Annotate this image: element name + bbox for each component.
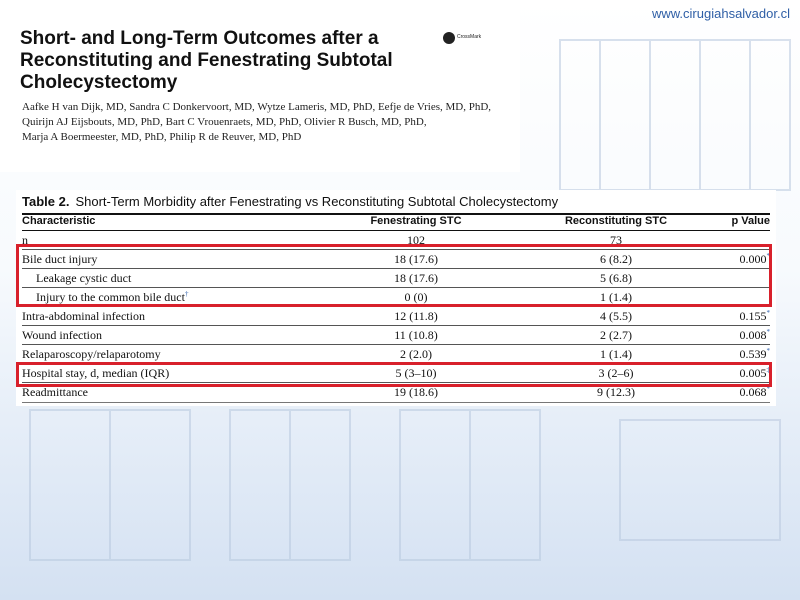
footnote-marker: * — [766, 328, 770, 336]
cell-characteristic-text: Readmittance — [22, 385, 88, 399]
cell-characteristic-text: Bile duct injury — [22, 252, 98, 266]
paper-header — [0, 0, 520, 172]
footnote-marker: * — [766, 347, 770, 355]
cell-p-value — [740, 385, 771, 400]
footnote-marker: * — [766, 252, 770, 260]
cell-reconstituting: 1 (1.4) — [600, 347, 632, 361]
crossmark-logo — [443, 31, 482, 45]
cell-fenestrating: 12 (11.8) — [394, 309, 438, 323]
cell-reconstituting: 6 (8.2) — [600, 252, 632, 266]
cell-fenestrating: 11 (10.8) — [394, 328, 438, 342]
crossmark-icon — [443, 32, 455, 44]
table-caption — [22, 194, 772, 209]
table-label: Table 2. — [22, 194, 70, 209]
cell-fenestrating: 18 (17.6) — [394, 271, 438, 285]
title-line: Cholecystectomy — [20, 72, 178, 93]
cell-fenestrating: 19 (18.6) — [394, 385, 438, 399]
table-bottom-rule — [22, 402, 770, 403]
cell-p-value-text: 0.155 — [739, 309, 767, 323]
footnote-marker: * — [766, 385, 770, 393]
cell-fenestrating: 0 (0) — [404, 290, 428, 304]
title-line: Short- and Long-Term Outcomes after a — [20, 28, 379, 49]
cell-reconstituting: 1 (1.4) — [600, 290, 632, 304]
table-caption-text: Short-Term Morbidity after Fenestrating vs Reconstituting Subtotal Cholecystectomy — [75, 194, 559, 209]
cell-reconstituting: 73 — [610, 233, 622, 247]
cell-fenestrating: 18 (17.6) — [394, 252, 438, 266]
crossmark-label: CrossMark — [457, 34, 482, 40]
cell-p-value — [740, 347, 771, 362]
cell-fenestrating: 102 — [407, 233, 425, 247]
cell-reconstituting: 4 (5.5) — [600, 309, 632, 323]
paper-title — [20, 28, 440, 94]
cell-characteristic — [22, 347, 161, 362]
cell-fenestrating: 2 (2.0) — [400, 347, 432, 361]
table-row — [22, 307, 770, 326]
author-line: Quirijn AJ Eijsbouts, MD, PhD, Bart C Vrouenraets, MD, PhD, Olivier R Busch, MD, PhD, — [22, 116, 427, 128]
cell-p-value-text: 0.539 — [739, 347, 767, 361]
header-reconstituting: Reconstituting STC — [564, 215, 668, 227]
cell-characteristic-text: Intra-abdominal infection — [22, 309, 145, 323]
author-list — [22, 100, 502, 145]
cell-characteristic-text: Wound infection — [22, 328, 103, 342]
author-line: Aafke H van Dijk, MD, Sandra C Donkervoort, MD, Wytze Lameris, MD, PhD, Eefje de Vries, MD, PhD, — [22, 101, 492, 113]
cell-p-value — [740, 309, 771, 324]
header-p-value: p Value — [731, 215, 770, 227]
highlight-hospital-stay — [16, 362, 772, 387]
author-line: Marja A Boermeester, MD, PhD, Philip R de Reuver, MD, PhD — [22, 131, 302, 143]
header-characteristic: Characteristic — [22, 215, 96, 227]
title-line: Reconstituting and Fenestrating Subtotal — [20, 50, 393, 71]
cell-characteristic-text: Relaparoscopy/relaparotomy — [22, 347, 161, 361]
cell-characteristic — [22, 328, 102, 343]
cell-p-value-text: 0.005 — [739, 366, 767, 380]
header-fenestrating: Fenestrating STC — [370, 215, 462, 227]
cell-characteristic-text: n — [22, 233, 28, 247]
site-url: www.cirugiahsalvador.cl — [651, 6, 790, 21]
table-row — [22, 326, 770, 345]
cell-fenestrating: 5 (3–10) — [395, 366, 437, 380]
cell-reconstituting: 9 (12.3) — [597, 385, 635, 399]
cell-p-value — [740, 328, 771, 343]
cell-p-value-text: 0.068 — [739, 385, 767, 399]
cell-p-value-text: 0.008 — [739, 328, 767, 342]
highlight-bile-duct-injury — [16, 244, 772, 307]
cell-characteristic — [22, 385, 88, 400]
cell-characteristic — [22, 309, 145, 324]
cell-characteristic-text: Hospital stay, d, median (IQR) — [22, 366, 170, 380]
footnote-marker: ‡ — [766, 366, 770, 374]
cell-p-value-text: 0.000 — [739, 252, 767, 266]
cell-reconstituting: 5 (6.8) — [600, 271, 632, 285]
cell-reconstituting: 2 (2.7) — [600, 328, 632, 342]
footnote-marker: * — [766, 309, 770, 317]
cell-characteristic-text: Injury to the common bile duct — [36, 290, 185, 304]
cell-reconstituting: 3 (2–6) — [598, 366, 634, 380]
footnote-marker: † — [184, 290, 189, 298]
cell-characteristic-text: Leakage cystic duct — [36, 271, 132, 285]
